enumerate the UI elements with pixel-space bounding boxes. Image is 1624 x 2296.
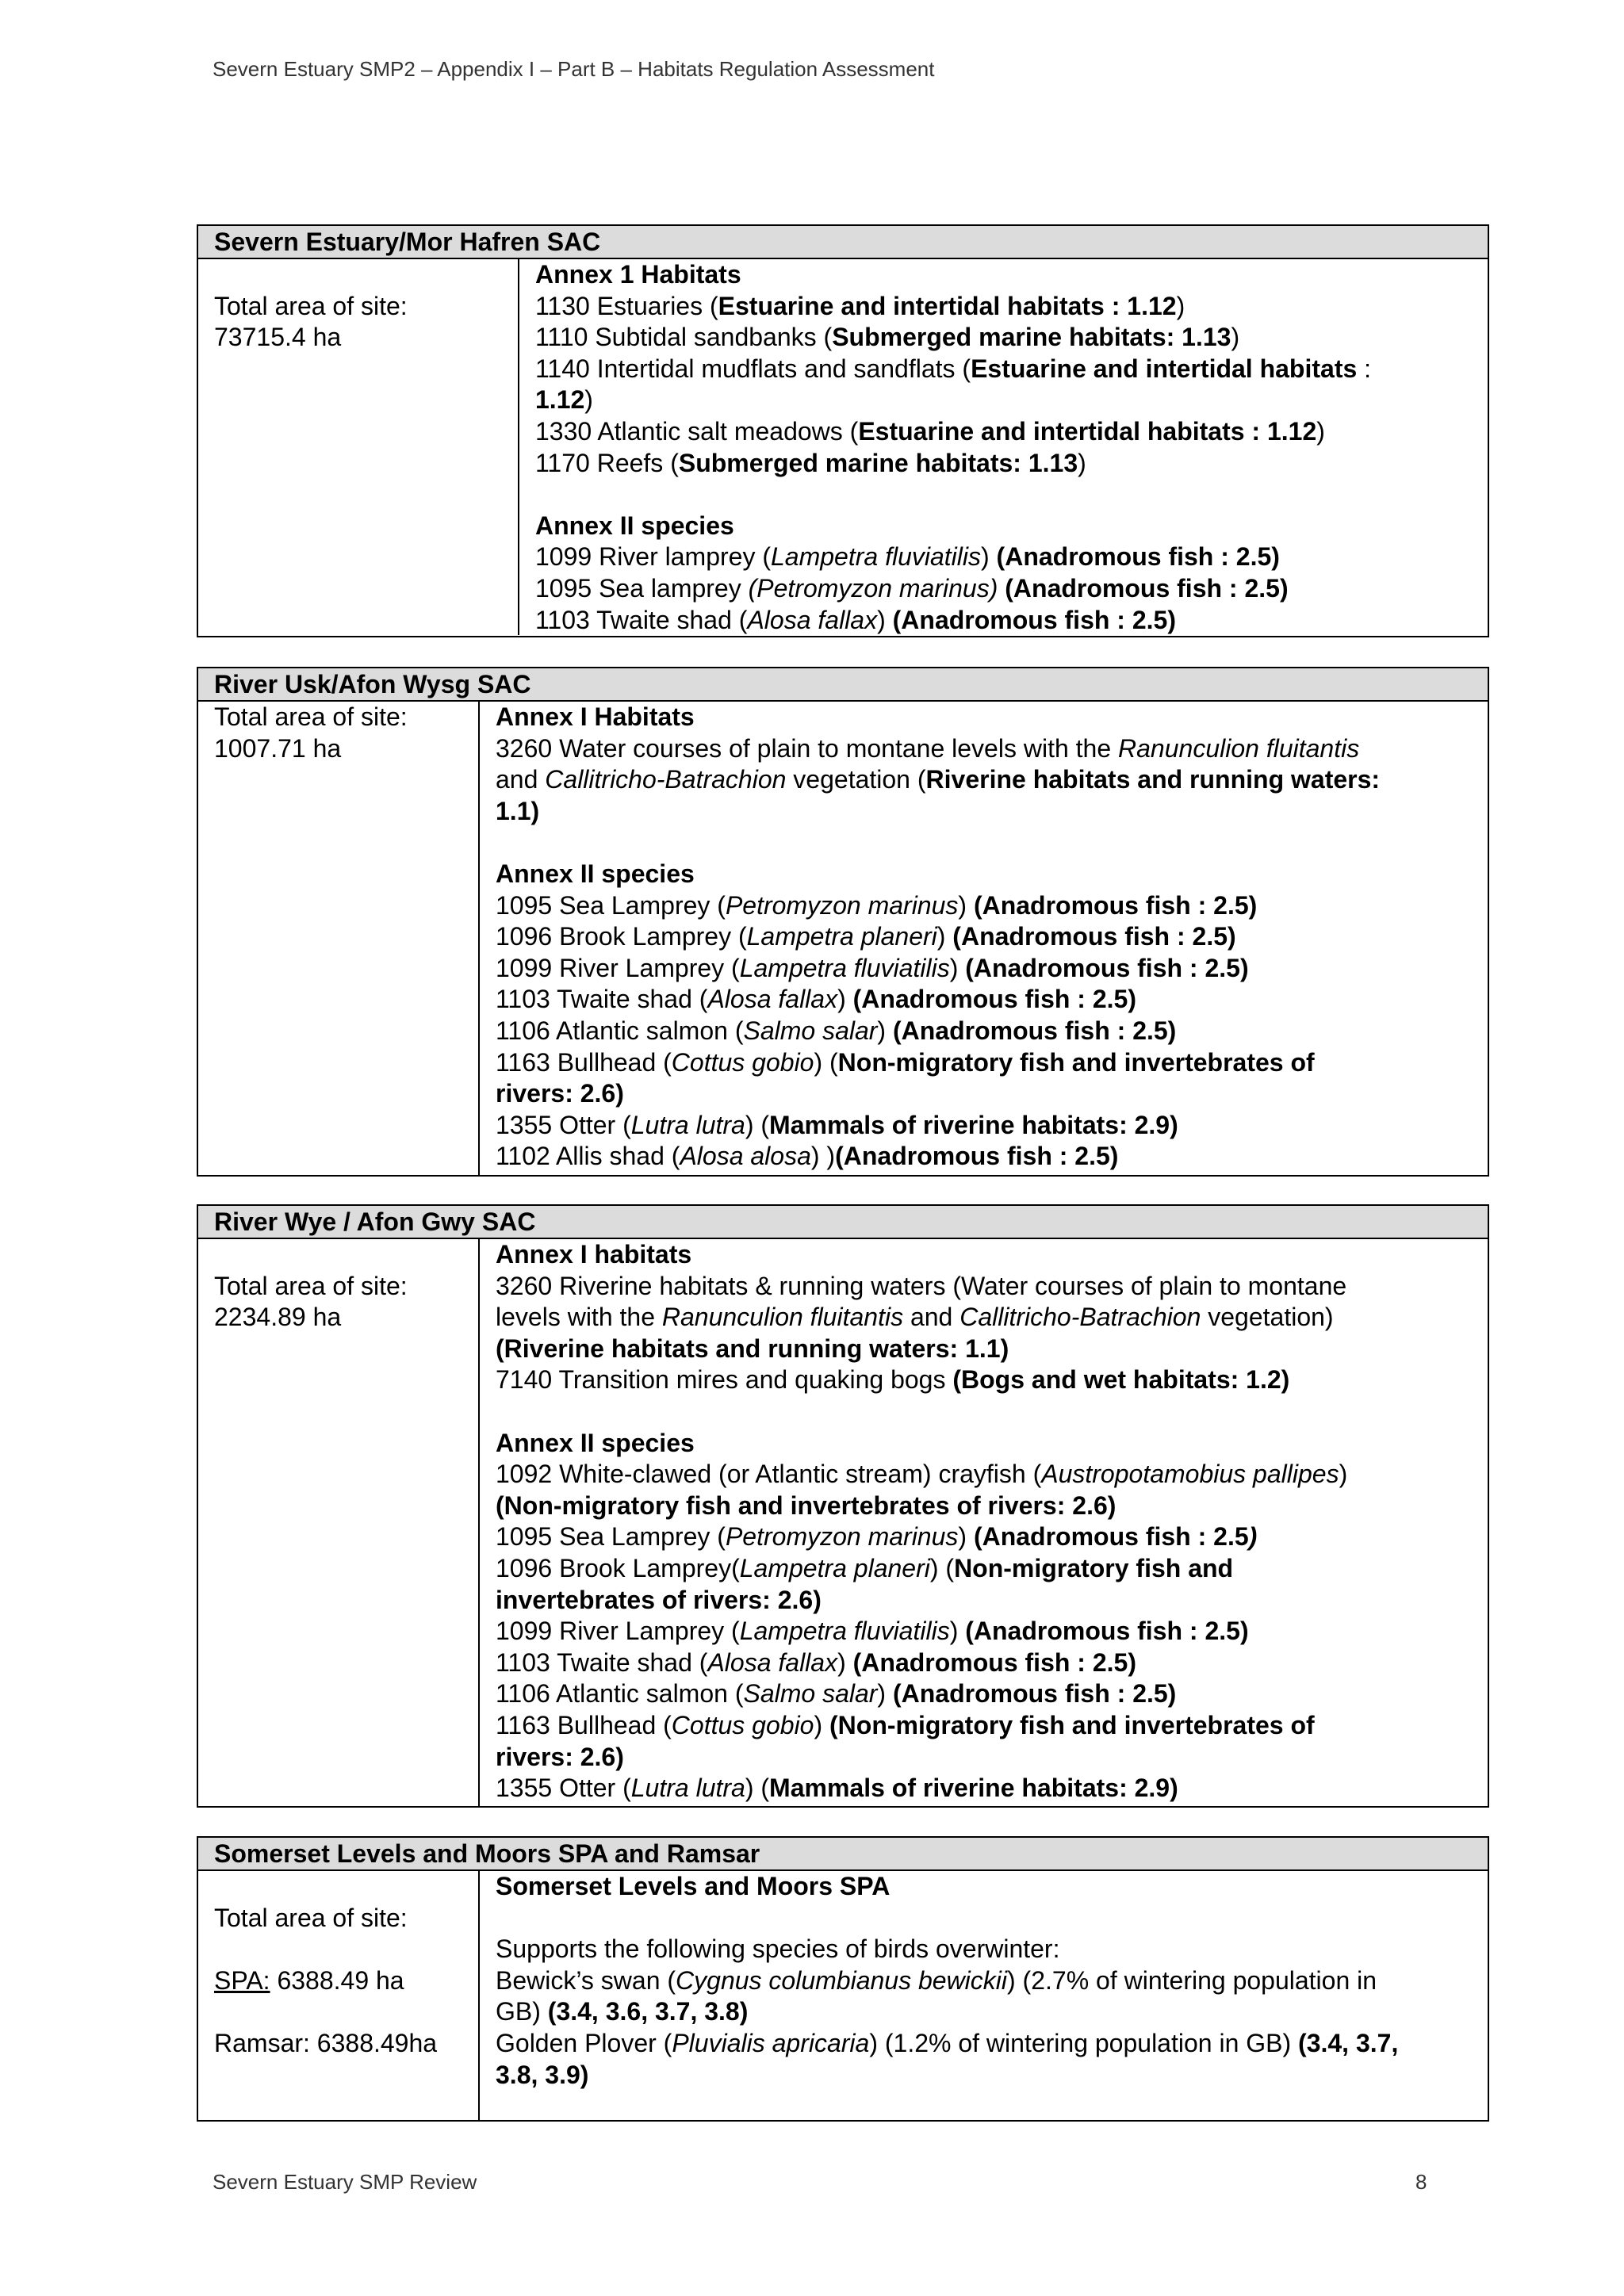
list-item: 1096 Brook Lamprey (Lampetra planeri) (Anadromous fish : 2.5)	[496, 922, 1236, 951]
section-heading: Annex I Habitats	[496, 702, 695, 731]
list-item: 1095 Sea lamprey (Petromyzon marinus) (Anadromous fish : 2.5)	[535, 573, 1289, 603]
page-footer: Severn Estuary SMP Review	[213, 2170, 477, 2194]
section-heading: Annex II species	[535, 511, 734, 540]
list-item: Bewick’s swan (Cygnus columbianus bewickii) (2.7% of wintering population in	[496, 1965, 1377, 1995]
somerset-levels-spa-table	[197, 1836, 1489, 2122]
list-item: 1095 Sea Lamprey (Petromyzon marinus) (Anadromous fish : 2.5)	[496, 1522, 1258, 1552]
section-heading: Annex I habitats	[496, 1240, 692, 1269]
area-label: Total area of site:	[214, 1903, 408, 1932]
list-item: 1140 Intertidal mudflats and sandflats (Estuarine and intertidal habitats :	[535, 354, 1372, 383]
site-area-cell	[198, 259, 519, 635]
section-heading: Annex II species	[496, 859, 695, 888]
features-cell	[480, 702, 1488, 1175]
list-item: and Callitricho-Batrachion vegetation (Riverine habitats and running waters:	[496, 765, 1381, 794]
site-area-cell	[198, 1239, 480, 1806]
paragraph: Supports the following species of birds overwinter:	[496, 1934, 1060, 1964]
list-item: 3260 Water courses of plain to montane levels with the Ranunculion fluitantis	[496, 733, 1360, 763]
list-item: 1096 Brook Lamprey(Lampetra planeri) (Non-migratory fish and	[496, 1553, 1234, 1582]
list-item: Golden Plover (Pluvialis apricaria) (1.2% of wintering population in GB) (3.4, 3.7,	[496, 2028, 1399, 2057]
site-area-cell	[198, 702, 480, 1175]
list-item: 1102 Allis shad (Alosa alosa) )(Anadromous fish : 2.5)	[496, 1142, 1119, 1171]
page-number: 8	[1415, 2170, 1427, 2194]
area-value: 2234.89 ha	[214, 1303, 342, 1332]
list-item: levels with the Ranunculion fluitantis and Callitricho-Batrachion vegetation)	[496, 1303, 1334, 1332]
list-item: rivers: 2.6)	[496, 1742, 624, 1771]
list-item: (Riverine habitats and running waters: 1.1)	[496, 1334, 1009, 1363]
river-wye-sac-table	[197, 1204, 1489, 1808]
list-item: 1163 Bullhead (Cottus gobio) (Non-migratory fish and invertebrates of	[496, 1710, 1315, 1739]
section-heading: Somerset Levels and Moors SPA	[496, 1872, 891, 1900]
features-cell	[519, 259, 1488, 636]
list-item: 1103 Twaite shad (Alosa fallax) (Anadromous fish : 2.5)	[496, 985, 1136, 1014]
list-item: 1103 Twaite shad (Alosa fallax) (Anadromous fish : 2.5)	[535, 605, 1176, 634]
area-value: 73715.4 ha	[214, 323, 342, 352]
list-item: (Non-migratory fish and invertebrates of rivers: 2.6)	[496, 1490, 1116, 1520]
page-header: Severn Estuary SMP2 – Appendix I – Part B – Habitats Regulation Assessment	[213, 57, 935, 81]
list-item: 1130 Estuaries (Estuarine and intertidal habitats : 1.12)	[535, 291, 1185, 320]
area-label: Total area of site:	[214, 1271, 408, 1300]
features-cell	[480, 1239, 1488, 1806]
list-item: 3260 Riverine habitats & running waters (Water courses of plain to montane	[496, 1271, 1347, 1300]
spa-area: SPA: 6388.49 ha	[214, 1965, 404, 1995]
table-title: Somerset Levels and Moors SPA and Ramsar	[198, 1838, 1488, 1871]
list-item: 1170 Reefs (Submerged marine habitats: 1.13)	[535, 448, 1086, 477]
section-heading: Annex II species	[496, 1428, 695, 1457]
area-label: Total area of site:	[214, 291, 408, 320]
list-item: 1103 Twaite shad (Alosa fallax) (Anadromous fish : 2.5)	[496, 1647, 1136, 1677]
list-item: 1.12)	[535, 385, 593, 415]
list-item: 1163 Bullhead (Cottus gobio) (Non-migratory fish and invertebrates of	[496, 1047, 1315, 1077]
list-item: 1099 River lamprey (Lampetra fluviatilis) (Anadromous fish : 2.5)	[535, 542, 1280, 572]
list-item: 1095 Sea Lamprey (Petromyzon marinus) (Anadromous fish : 2.5)	[496, 890, 1258, 920]
site-area-cell	[198, 1871, 480, 2120]
table-title: River Wye / Afon Gwy SAC	[198, 1206, 1488, 1239]
list-item: GB) (3.4, 3.6, 3.7, 3.8)	[496, 1997, 749, 2026]
table-title: Severn Estuary/Mor Hafren SAC	[198, 226, 1488, 259]
severn-estuary-sac-table	[197, 224, 1489, 637]
section-heading: Annex 1 Habitats	[535, 260, 741, 289]
list-item: 1355 Otter (Lutra lutra) (Mammals of riverine habitats: 2.9)	[496, 1110, 1178, 1139]
list-item: invertebrates of rivers: 2.6)	[496, 1585, 822, 1614]
list-item: 1110 Subtidal sandbanks (Submerged marine habitats: 1.13)	[535, 323, 1240, 352]
list-item: 1099 River Lamprey (Lampetra fluviatilis) (Anadromous fish : 2.5)	[496, 1617, 1249, 1646]
list-item: 1092 White-clawed (or Atlantic stream) crayfish (Austropotamobius pallipes)	[496, 1460, 1348, 1489]
area-value: 1007.71 ha	[214, 733, 342, 763]
list-item: 1.1)	[496, 796, 540, 825]
ramsar-area: Ramsar: 6388.49ha	[214, 2028, 438, 2057]
list-item: rivers: 2.6)	[496, 1079, 624, 1108]
list-item: 1099 River Lamprey (Lampetra fluviatilis) (Anadromous fish : 2.5)	[496, 953, 1249, 982]
list-item: 3.8, 3.9)	[496, 2060, 589, 2089]
list-item: 1355 Otter (Lutra lutra) (Mammals of riverine habitats: 2.9)	[496, 1774, 1178, 1803]
list-item: 1106 Atlantic salmon (Salmo salar) (Anadromous fish : 2.5)	[496, 1016, 1177, 1045]
area-label: Total area of site:	[214, 702, 408, 731]
list-item: 1106 Atlantic salmon (Salmo salar) (Anadromous fish : 2.5)	[496, 1679, 1177, 1709]
features-cell	[480, 1871, 1488, 2120]
list-item: 7140 Transition mires and quaking bogs (Bogs and wet habitats: 1.2)	[496, 1365, 1290, 1395]
river-usk-sac-table	[197, 667, 1489, 1177]
list-item: 1330 Atlantic salt meadows (Estuarine and intertidal habitats : 1.12)	[535, 416, 1325, 446]
table-title: River Usk/Afon Wysg SAC	[198, 668, 1488, 702]
